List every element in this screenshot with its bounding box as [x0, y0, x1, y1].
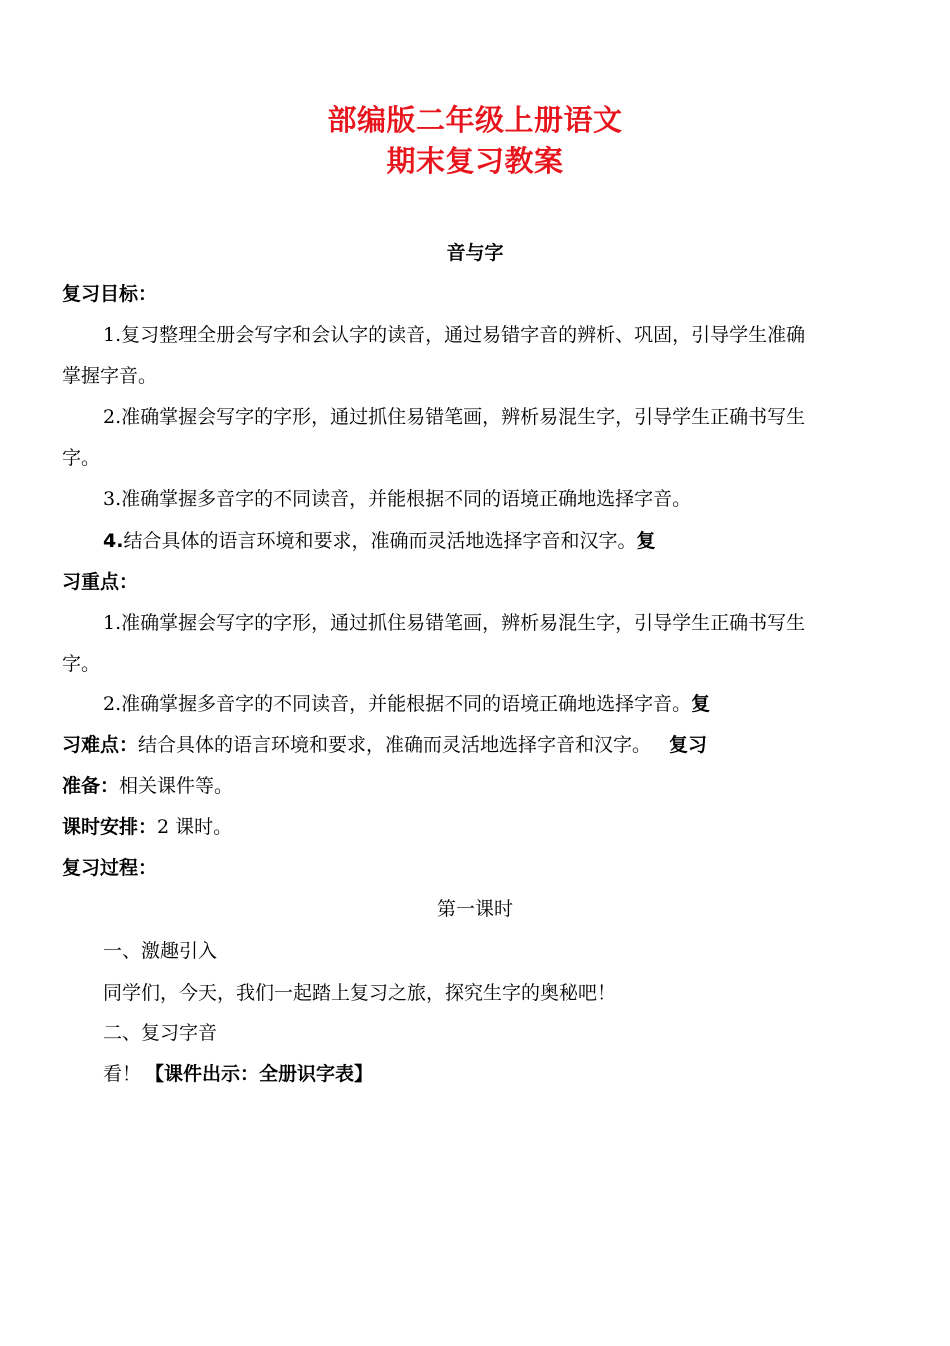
goal-item-4	[103, 532, 655, 551]
goal-item-1: 1.复习整理全册会写字和会认字的读音，通过易错字音的辨析、巩固，引导学生准确	[103, 324, 806, 346]
schedule-line	[62, 818, 232, 837]
goal-item-4-text: 结合具体的语言环境和要求，准确而灵活地选择字音和汉字。	[123, 530, 637, 552]
section-title: 音与字	[446, 242, 504, 264]
prep-line	[62, 777, 233, 796]
key-point-item-2-trail: 复	[691, 693, 711, 715]
difficulty-heading: 习难点：	[62, 734, 139, 756]
goal-item-4-number: 4.	[103, 530, 124, 552]
courseware-line	[103, 1065, 373, 1084]
schedule-heading: 课时安排：	[62, 816, 158, 838]
prep-heading: 准备：	[62, 775, 120, 797]
lesson-title: 第一课时	[436, 898, 513, 920]
step-1-text: 同学们，今天，我们一起踏上复习之旅，探究生字的奥秘吧！	[103, 982, 617, 1004]
goals-heading: 复习目标：	[62, 283, 158, 305]
document-title-line1: 部编版二年级上册语文	[327, 103, 623, 137]
goal-item-3: 3.准确掌握多音字的不同读音，并能根据不同的语境正确地选择字音。	[103, 488, 692, 510]
key-point-item-2-text: 2.准确掌握多音字的不同读音，并能根据不同的语境正确地选择字音。	[103, 693, 692, 715]
courseware-note: 【课件出示：全册识字表】	[145, 1063, 374, 1085]
process-heading: 复习过程：	[62, 857, 158, 879]
document-title-line2: 期末复习教案	[386, 144, 564, 178]
step-1-heading: 一、激趣引入	[103, 940, 218, 962]
goal-item-4-trail: 复	[636, 530, 656, 552]
prep-text: 相关课件等。	[119, 775, 234, 797]
difficulty-trail: 复习	[669, 734, 708, 756]
step-2-heading: 二、复习字音	[103, 1022, 218, 1044]
key-point-item-1-continued: 字。	[62, 653, 101, 675]
goal-item-2-continued: 字。	[62, 447, 101, 469]
difficulty-text: 结合具体的语言环境和要求，准确而灵活地选择字音和汉字。	[138, 734, 652, 756]
schedule-text: 2 课时。	[157, 816, 233, 838]
goal-item-2: 2.准确掌握会写字的字形，通过抓住易错笔画，辨析易混生字，引导学生正确书写生	[103, 406, 806, 428]
goal-item-1-continued: 掌握字音。	[62, 365, 158, 387]
key-points-heading: 习重点：	[62, 571, 139, 593]
look-text: 看！	[103, 1063, 142, 1085]
key-point-item-1: 1.准确掌握会写字的字形，通过抓住易错笔画，辨析易混生字，引导学生正确书写生	[103, 612, 806, 634]
difficulty-line	[62, 736, 707, 755]
key-point-item-2	[103, 695, 710, 714]
